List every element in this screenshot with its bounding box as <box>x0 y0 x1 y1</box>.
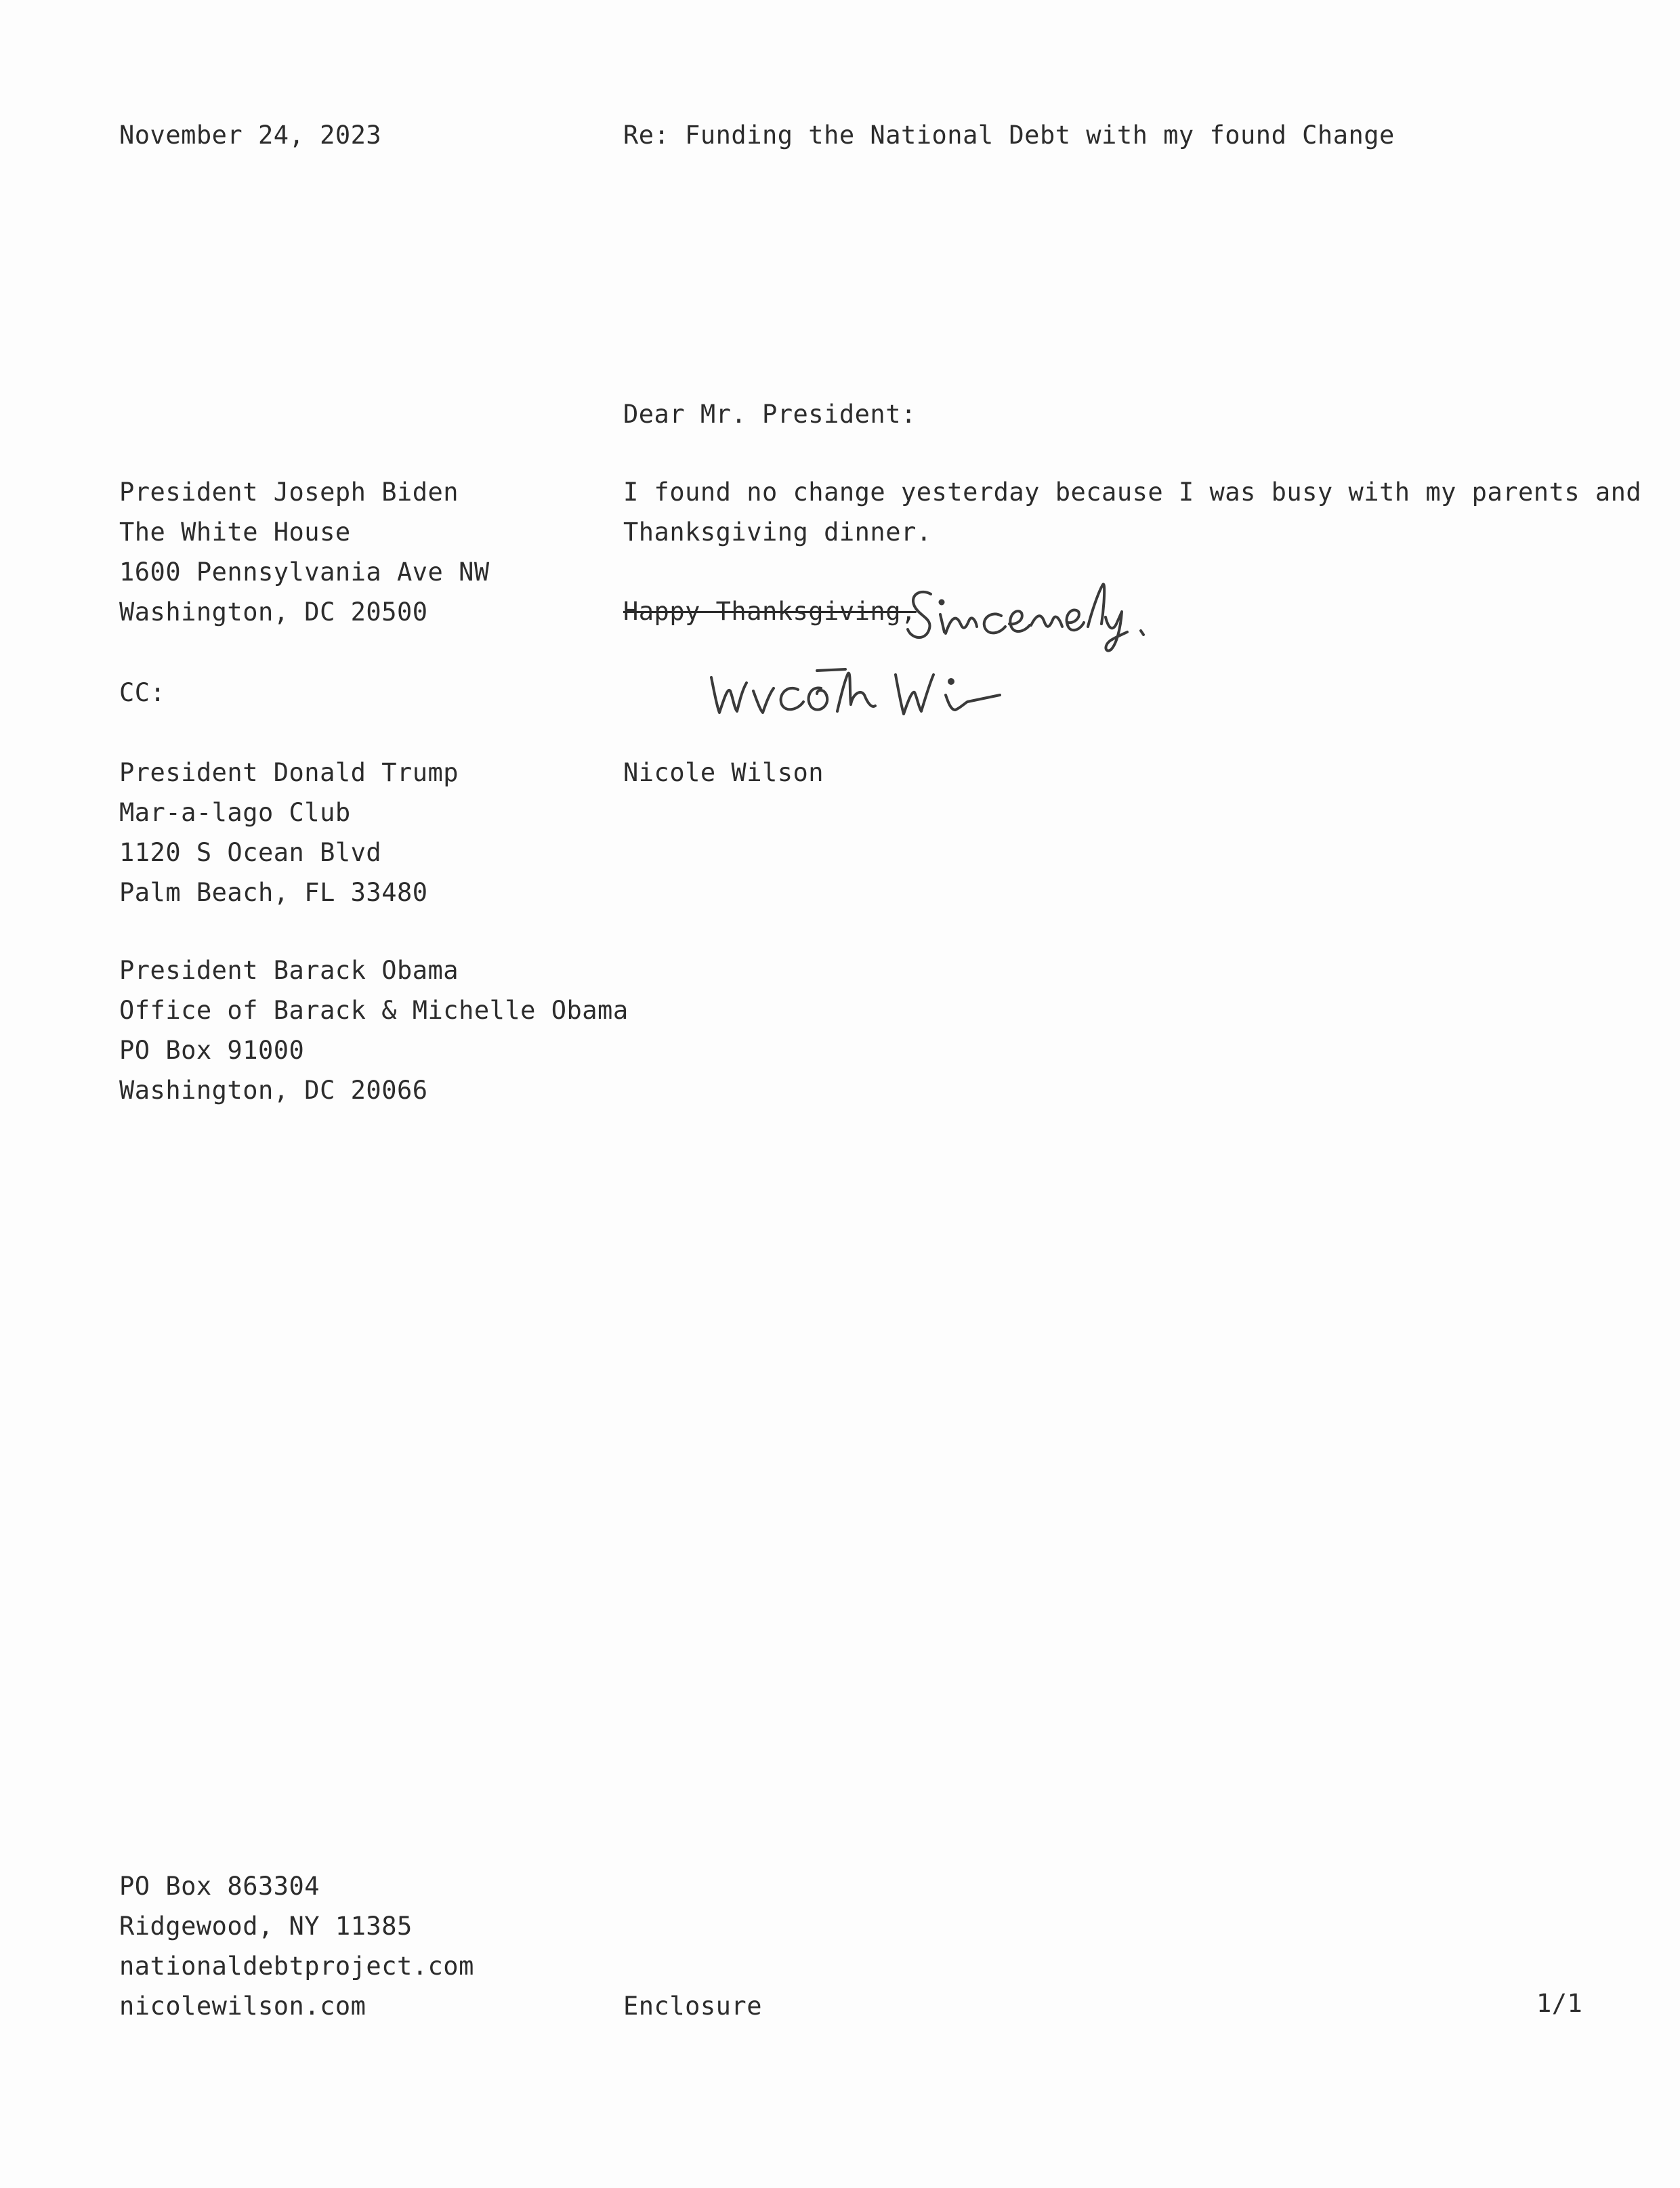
enclosure-note: Enclosure <box>623 1992 762 2021</box>
sender-address <box>119 1866 474 2026</box>
cc-recipient-address <box>119 950 629 1110</box>
page-number: 1/1 <box>1536 1989 1583 2018</box>
struck-closing: Happy Thanksgiving, <box>623 597 917 626</box>
address-line: President Donald Trump <box>119 758 459 787</box>
address-line: Palm Beach, FL 33480 <box>119 878 428 907</box>
website-link: nationaldebtproject.com <box>119 1952 474 1981</box>
signature <box>698 650 1050 725</box>
handwritten-closing <box>901 579 1199 654</box>
address-line: The White House <box>119 518 351 547</box>
address-line: 1120 S Ocean Blvd <box>119 838 382 867</box>
address-line: President Joseph Biden <box>119 478 459 507</box>
address-line: Washington, DC 20066 <box>119 1076 428 1105</box>
cc-recipient-address <box>119 753 459 912</box>
address-line: PO Box 91000 <box>119 1036 305 1065</box>
address-line: Washington, DC 20500 <box>119 597 428 627</box>
body-line: I found no change yesterday because I was busy with my parents and <box>623 478 1642 507</box>
body-line: Thanksgiving dinner. <box>623 518 932 547</box>
address-line: PO Box 863304 <box>119 1872 320 1901</box>
website-link: nicolewilson.com <box>119 1992 366 2021</box>
letter-subject: Re: Funding the National Debt with my found Change <box>623 121 1395 150</box>
letter-body <box>623 472 1641 552</box>
address-line: President Barack Obama <box>119 956 459 985</box>
letter-date: November 24, 2023 <box>119 121 382 150</box>
address-line: Ridgewood, NY 11385 <box>119 1912 413 1941</box>
signer-name: Nicole Wilson <box>623 758 824 787</box>
salutation: Dear Mr. President: <box>623 400 917 429</box>
address-line: 1600 Pennsylvania Ave NW <box>119 557 490 587</box>
address-line: Mar-a-lago Club <box>119 798 351 827</box>
recipient-address <box>119 472 490 632</box>
address-line: Office of Barack & Michelle Obama <box>119 996 629 1025</box>
cc-label: CC: <box>119 678 166 707</box>
